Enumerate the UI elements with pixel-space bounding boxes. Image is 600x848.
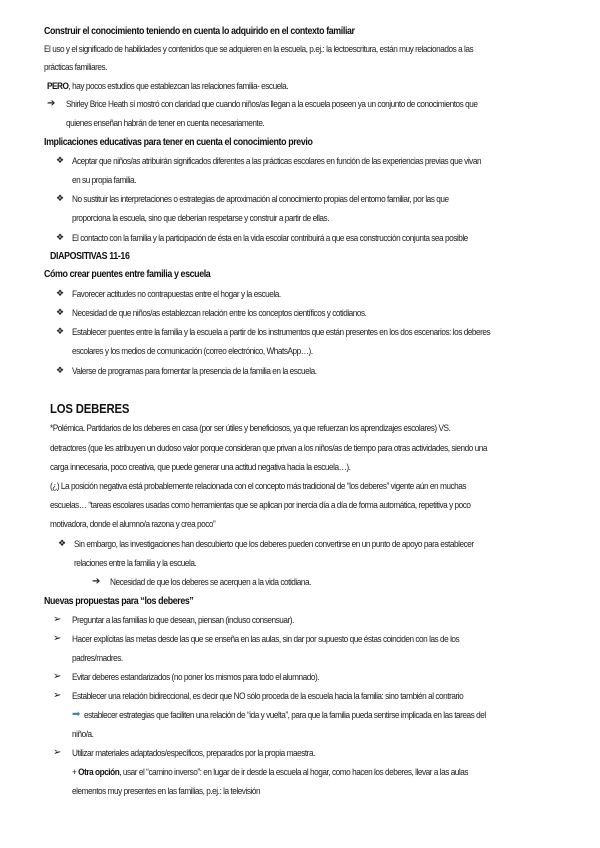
heath-line-2: quienes enseñan habrán de tener en cuenta necesariamente. bbox=[66, 118, 265, 129]
polemica-line-1: *Polémica. Partidarios de los deberes en casa (por ser útiles y beneficiosos, ya que refuerzan los aprendizajes escolares) VS. bbox=[50, 423, 451, 434]
vida-cotidiana-line: Necesidad de que los deberes se acerquen a la vida cotidiana. bbox=[110, 577, 311, 588]
propuesta-4-line-3: niño/a. bbox=[72, 729, 94, 740]
intro-line-1: El uso y el significado de habilidades y contenidos que se adquieren en la escuela, p.ej.: la lectoescritura, están muy relacionados a las bbox=[44, 44, 474, 55]
implicacion-2-line-2: proporciona la escuela, sino que deberían respetarse y construir a partir de ellas. bbox=[72, 213, 330, 224]
puente-1: Favorecer actitudes no contrapuestas entre el hogar y la escuela. bbox=[72, 289, 281, 300]
pero-line bbox=[47, 81, 288, 93]
diamond-bullet-icon: ❖ bbox=[56, 289, 65, 299]
propuesta-3: Evitar deberes estandarizados (no poner los mismos para todo el alumnado). bbox=[72, 672, 320, 683]
posicion-line-3: motivadora, donde el alumno/a razona y crea poco” bbox=[50, 519, 216, 530]
heath-line-1: Shirley Brice Heath sí mostró con claridad que cuando niños/as llegan a la escuela poseen ya un conjunto de conocimientos que bbox=[66, 99, 478, 110]
propuesta-1: Preguntar a las familias lo que desean, piensan (incluso consensuar). bbox=[72, 615, 294, 626]
diamond-bullet-icon: ❖ bbox=[56, 194, 65, 204]
posicion-line-2: escuelas… “tareas escolares usadas como herramientas que se aplican por inercia día a día de forma automática, repetitiva y poco bbox=[50, 500, 471, 511]
diamond-bullet-icon: ❖ bbox=[56, 233, 65, 243]
propuesta-2-line-1: Hacer explícitas las metas desde las que se enseña en las aulas, sin dar por supuesto que éstas coinciden con las de los bbox=[72, 634, 460, 645]
pero-bold: PERO bbox=[47, 81, 69, 92]
implicacion-2-line-1: No sustituir las interpretaciones o estrategias de aproximación al conocimiento propias del entorno familiar, por las que bbox=[72, 194, 449, 205]
arrowhead-bullet-icon: ➢ bbox=[53, 671, 62, 682]
arrowhead-bullet-icon: ➢ bbox=[53, 633, 62, 644]
propuesta-5: Utilizar materiales adaptados/específicos, preparados por la propia maestra. bbox=[72, 748, 315, 759]
section-heading-nuevas-propuestas: Nuevas propuestas para “los deberes” bbox=[44, 596, 194, 607]
arrowhead-bullet-icon: ➢ bbox=[53, 690, 62, 701]
plus-sign: + bbox=[72, 767, 79, 778]
puente-2: Necesidad de que niños/as establezcan relación entre los conceptos científicos y cotidianos. bbox=[72, 308, 367, 319]
otra-opcion-rest: , usar el “camino inverso”: en lugar de ir desde la escuela al hogar, como hacen los deberes, llevar a las aulas bbox=[119, 767, 469, 778]
diamond-bullet-icon: ❖ bbox=[56, 308, 65, 318]
implicacion-1-line-1: Aceptar que niños/as atribuirán significados diferentes a las prácticas escolares en función de las experiencias previas que vivan bbox=[72, 156, 482, 167]
pero-rest: , hay pocos estudios que establezcan las relaciones familia- escuela. bbox=[68, 81, 289, 92]
slides-reference: DIAPOSITIVAS 11-16 bbox=[50, 251, 130, 262]
propuesta-4-line-1: Establecer una relación bidireccional, es decir que NO sólo proceda de la escuela hacia la familia: sino también al contrario bbox=[72, 691, 464, 702]
diamond-bullet-icon: ❖ bbox=[58, 539, 67, 549]
polemica-line-3: carga innecesaria, poco creativa, que puede generar una actitud negativa hacia la escuela…). bbox=[50, 462, 351, 473]
arrowhead-bullet-icon: ➢ bbox=[53, 614, 62, 625]
intro-line-2: prácticas familiares. bbox=[44, 62, 107, 73]
implicacion-3-line-1: El contacto con la familia y la participación de ésta en la vida escolar contribuirá a que esa construcción conjunta sea posible bbox=[72, 233, 468, 244]
implicacion-1-line-2: en su propia familia. bbox=[72, 175, 136, 186]
right-arrow-icon: ➔ bbox=[92, 576, 101, 587]
section-heading-implicaciones: Implicaciones educativas para tener en cuenta el conocimiento previo bbox=[44, 137, 313, 148]
arrow-emoji-icon: ➡ bbox=[72, 709, 81, 720]
arrowhead-bullet-icon: ➢ bbox=[53, 747, 62, 758]
section-heading-puentes: Cómo crear puentes entre familia y escuela bbox=[44, 269, 211, 280]
section-title-deberes: LOS DEBERES bbox=[50, 402, 130, 416]
otra-opcion-line-1 bbox=[72, 767, 468, 779]
puente-4: Valerse de programas para fomentar la presencia de la familia en la escuela. bbox=[72, 366, 317, 377]
diamond-bullet-icon: ❖ bbox=[56, 327, 65, 337]
puente-3-line-1: Establecer puentes entre la familia y la escuela a partir de los instrumentos que están presentes en los dos escenarios: los deberes bbox=[72, 327, 491, 338]
polemica-line-2: detractores (que les atribuyen un dudoso valor porque consideran que privan a los niños/as de tiempo para otras actividades, siendo una bbox=[50, 443, 488, 454]
diamond-bullet-icon: ❖ bbox=[56, 366, 65, 376]
investigaciones-line-2: relaciones entre la familia y la escuela. bbox=[74, 558, 197, 569]
posicion-line-1: (¿) La posición negativa está probablemente relacionada con el concepto más tradicional de “los deberes” vigente aún en muchas bbox=[50, 481, 467, 492]
diamond-bullet-icon: ❖ bbox=[56, 156, 65, 166]
propuesta-4-line-2: establecer estrategias que faciliten una relación de “ida y vuelta”, para que la familia pueda sentirse implicada en las tareas del bbox=[84, 710, 486, 721]
otra-opcion-bold: Otra opción bbox=[78, 767, 120, 778]
puente-3-line-2: escolares y los medios de comunicación (correo electrónico, WhatsApp…). bbox=[72, 346, 313, 357]
investigaciones-line-1: Sin embargo, las investigaciones han descubierto que los deberes pueden convertirse en un punto de apoyo para establecer bbox=[74, 539, 474, 550]
propuesta-2-line-2: padres/madres. bbox=[72, 653, 123, 664]
otra-opcion-line-2: elementos muy presentes en las familias, p.ej.: la televisión bbox=[72, 786, 261, 797]
right-arrow-icon: ➔ bbox=[47, 98, 56, 109]
section-heading-conocimiento-familiar: Construir el conocimiento teniendo en cuenta lo adquirido en el contexto familiar bbox=[44, 26, 355, 37]
